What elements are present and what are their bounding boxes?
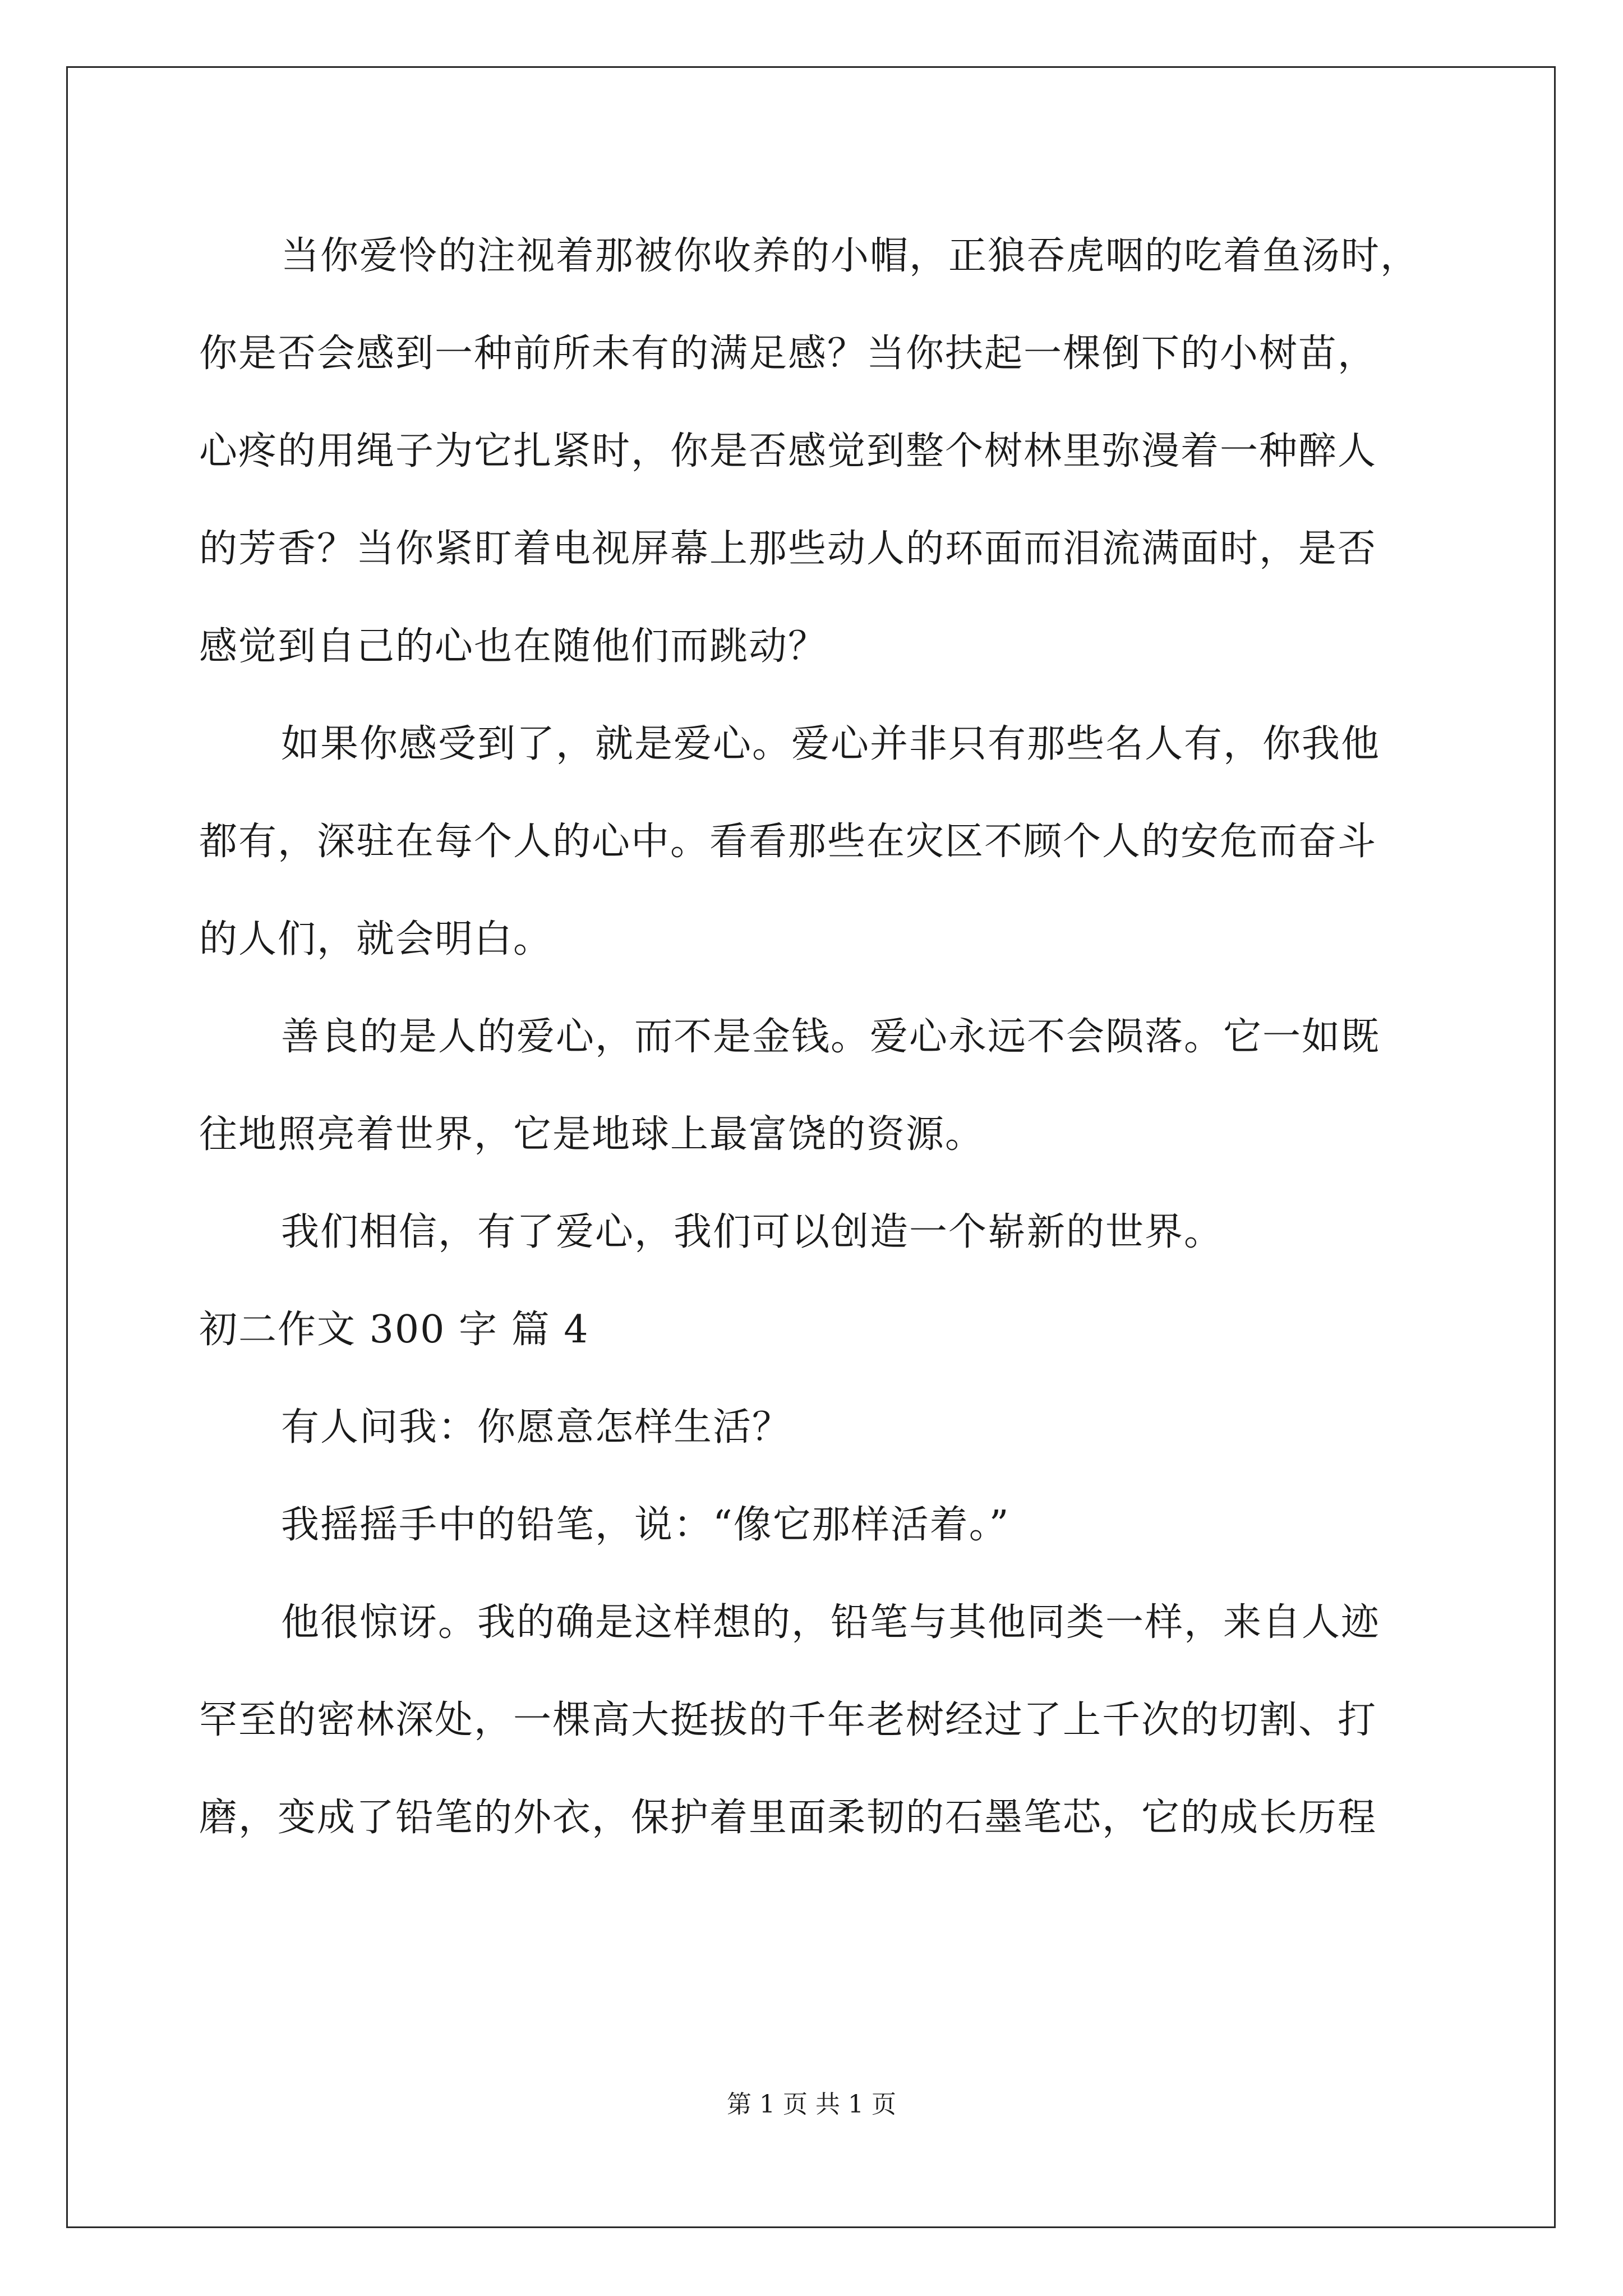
text-line: 往地照亮着世界，它是地球上最富饶的资源。: [199, 1112, 985, 1157]
text-line: 我们相信，有了爱心，我们可以创造一个崭新的世界。: [281, 1210, 1224, 1254]
section-heading: 初二作文 300 字 篇 4: [199, 1308, 589, 1352]
text-line: 心疼的用绳子为它扎紧时，你是否感觉到整个树林里弥漫着一种醉人: [199, 429, 1377, 473]
text-line: 他很惊讶。我的确是这样想的，铅笔与其他同类一样，来自人迹: [281, 1600, 1381, 1645]
text-line: 当你爱怜的注视着那被你收养的小帽，正狼吞虎咽的吃着鱼汤时，: [281, 234, 1420, 278]
text-line: 你是否会感到一种前所未有的满足感？当你扶起一棵倒下的小树苗，: [199, 332, 1377, 376]
page-number-footer: 第 1 页 共 1 页: [727, 2090, 896, 2119]
text-line: 罕至的密林深处，一棵高大挺拔的千年老树经过了上千次的切割、打: [199, 1698, 1377, 1742]
text-line: 都有，深驻在每个人的心中。看看那些在灾区不顾个人的安危而奋斗: [199, 820, 1377, 864]
text-line: 如果你感受到了，就是爱心。爱心并非只有那些名人有，你我他: [281, 722, 1381, 766]
text-line: 有人问我：你愿意怎样生活？: [281, 1405, 792, 1450]
text-line: 善良的是人的爱心，而不是金钱。爱心永远不会陨落。它一如既: [281, 1015, 1381, 1059]
text-line: 我摇摇手中的铅笔，说：“像它那样活着。”: [281, 1503, 1010, 1547]
text-line: 磨，变成了铅笔的外衣，保护着里面柔韧的石墨笔芯，它的成长历程: [199, 1796, 1377, 1840]
text-line: 的人们，就会明白。: [199, 917, 553, 961]
text-line: 感觉到自己的心也在随他们而跳动？: [199, 624, 828, 669]
text-line: 的芳香？当你紧盯着电视屏幕上那些动人的环面而泪流满面时，是否: [199, 527, 1377, 571]
document-body: [199, 208, 1433, 1867]
